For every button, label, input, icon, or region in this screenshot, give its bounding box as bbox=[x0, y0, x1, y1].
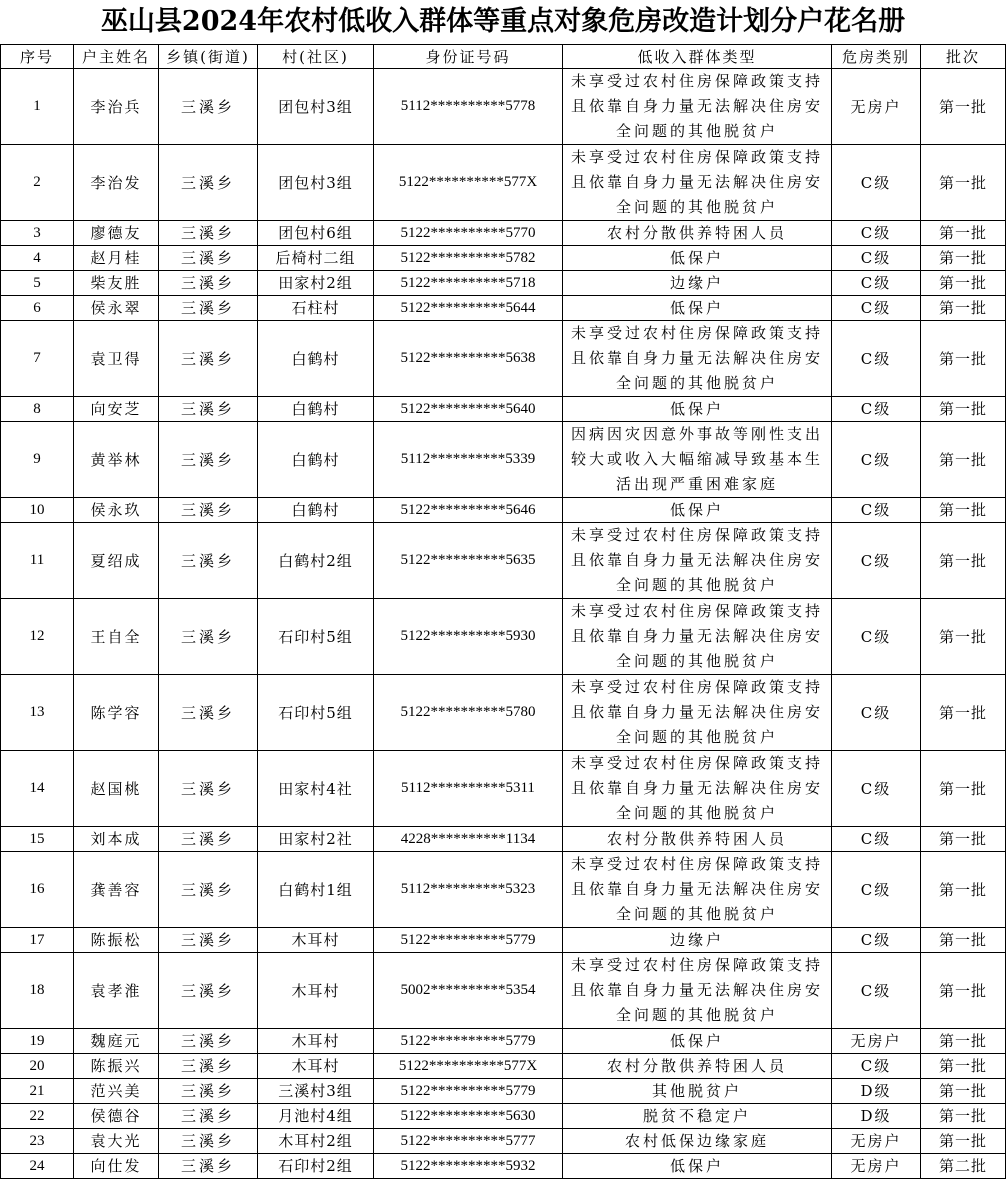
batch-cell: 第一批 bbox=[921, 751, 1006, 827]
header-village: 村(社区) bbox=[258, 45, 374, 69]
table-header-row bbox=[1, 45, 1006, 69]
name-cell: 向安芝 bbox=[74, 397, 159, 422]
name-cell: 赵国桃 bbox=[74, 751, 159, 827]
name-cell: 黄举林 bbox=[74, 422, 159, 498]
group-type-cell: 未享受过农村住房保障政策支持且依靠自身力量无法解决住房安全问题的其他脱贫户 bbox=[563, 599, 832, 675]
batch-cell: 第一批 bbox=[921, 271, 1006, 296]
seq-cell: 8 bbox=[1, 397, 74, 422]
village-cell: 月池村4组 bbox=[258, 1104, 374, 1129]
group-type-cell: 边缘户 bbox=[563, 928, 832, 953]
batch-cell: 第一批 bbox=[921, 397, 1006, 422]
id-number-cell: 5122**********577X bbox=[374, 1054, 563, 1079]
batch-cell: 第一批 bbox=[921, 221, 1006, 246]
table-row bbox=[1, 928, 1006, 953]
house-category-cell: C级 bbox=[832, 827, 921, 852]
group-type-cell: 农村分散供养特困人员 bbox=[563, 827, 832, 852]
town-cell: 三溪乡 bbox=[159, 271, 258, 296]
town-cell: 三溪乡 bbox=[159, 953, 258, 1029]
seq-cell: 20 bbox=[1, 1054, 74, 1079]
name-cell: 廖德友 bbox=[74, 221, 159, 246]
house-category-cell: C级 bbox=[832, 271, 921, 296]
house-category-cell: C级 bbox=[832, 1054, 921, 1079]
village-cell: 石印村2组 bbox=[258, 1154, 374, 1179]
batch-cell: 第一批 bbox=[921, 1054, 1006, 1079]
batch-cell: 第一批 bbox=[921, 1029, 1006, 1054]
batch-cell: 第一批 bbox=[921, 498, 1006, 523]
id-number-cell: 5112**********5778 bbox=[374, 69, 563, 145]
seq-cell: 19 bbox=[1, 1029, 74, 1054]
group-type-cell: 因病因灾因意外事故等刚性支出较大或收入大幅缩减导致基本生活出现严重困难家庭 bbox=[563, 422, 832, 498]
header-seq: 序号 bbox=[1, 45, 74, 69]
house-category-cell: C级 bbox=[832, 246, 921, 271]
house-category-cell: 无房户 bbox=[832, 69, 921, 145]
name-cell: 袁孝淮 bbox=[74, 953, 159, 1029]
group-type-cell: 农村分散供养特困人员 bbox=[563, 1054, 832, 1079]
id-number-cell: 5122**********5779 bbox=[374, 928, 563, 953]
seq-cell: 22 bbox=[1, 1104, 74, 1129]
name-cell: 李治发 bbox=[74, 145, 159, 221]
seq-cell: 14 bbox=[1, 751, 74, 827]
town-cell: 三溪乡 bbox=[159, 69, 258, 145]
id-number-cell: 5122**********5640 bbox=[374, 397, 563, 422]
table-row bbox=[1, 397, 1006, 422]
table-row bbox=[1, 852, 1006, 928]
seq-cell: 2 bbox=[1, 145, 74, 221]
group-type-cell: 农村分散供养特困人员 bbox=[563, 221, 832, 246]
table-row bbox=[1, 296, 1006, 321]
name-cell: 陈振松 bbox=[74, 928, 159, 953]
batch-cell: 第一批 bbox=[921, 145, 1006, 221]
house-category-cell: C级 bbox=[832, 145, 921, 221]
village-cell: 后椅村二组 bbox=[258, 246, 374, 271]
id-number-cell: 5122**********5779 bbox=[374, 1079, 563, 1104]
table-row bbox=[1, 1104, 1006, 1129]
town-cell: 三溪乡 bbox=[159, 751, 258, 827]
village-cell: 田家村2社 bbox=[258, 827, 374, 852]
name-cell: 侯永玖 bbox=[74, 498, 159, 523]
id-number-cell: 5112**********5339 bbox=[374, 422, 563, 498]
village-cell: 木耳村 bbox=[258, 928, 374, 953]
group-type-cell: 未享受过农村住房保障政策支持且依靠自身力量无法解决住房安全问题的其他脱贫户 bbox=[563, 852, 832, 928]
group-type-cell: 未享受过农村住房保障政策支持且依靠自身力量无法解决住房安全问题的其他脱贫户 bbox=[563, 69, 832, 145]
table-row bbox=[1, 321, 1006, 397]
seq-cell: 11 bbox=[1, 523, 74, 599]
table-row bbox=[1, 827, 1006, 852]
house-category-cell: D级 bbox=[832, 1104, 921, 1129]
table-row bbox=[1, 271, 1006, 296]
id-number-cell: 5122**********5780 bbox=[374, 675, 563, 751]
town-cell: 三溪乡 bbox=[159, 1029, 258, 1054]
header-batch: 批次 bbox=[921, 45, 1006, 69]
village-cell: 团包村3组 bbox=[258, 69, 374, 145]
seq-cell: 18 bbox=[1, 953, 74, 1029]
header-name: 户主姓名 bbox=[74, 45, 159, 69]
table-row bbox=[1, 246, 1006, 271]
batch-cell: 第一批 bbox=[921, 69, 1006, 145]
village-cell: 白鹤村 bbox=[258, 498, 374, 523]
house-category-cell: C级 bbox=[832, 852, 921, 928]
group-type-cell: 低保户 bbox=[563, 296, 832, 321]
seq-cell: 7 bbox=[1, 321, 74, 397]
group-type-cell: 其他脱贫户 bbox=[563, 1079, 832, 1104]
name-cell: 夏绍成 bbox=[74, 523, 159, 599]
name-cell: 向仕发 bbox=[74, 1154, 159, 1179]
village-cell: 三溪村3组 bbox=[258, 1079, 374, 1104]
village-cell: 木耳村 bbox=[258, 953, 374, 1029]
id-number-cell: 5122**********5930 bbox=[374, 599, 563, 675]
group-type-cell: 脱贫不稳定户 bbox=[563, 1104, 832, 1129]
seq-cell: 21 bbox=[1, 1079, 74, 1104]
town-cell: 三溪乡 bbox=[159, 397, 258, 422]
village-cell: 木耳村 bbox=[258, 1054, 374, 1079]
batch-cell: 第一批 bbox=[921, 296, 1006, 321]
document-title: 巫山县2024年农村低收入群体等重点对象危房改造计划分户花名册 bbox=[100, 6, 906, 37]
batch-cell: 第一批 bbox=[921, 321, 1006, 397]
batch-cell: 第一批 bbox=[921, 1079, 1006, 1104]
town-cell: 三溪乡 bbox=[159, 827, 258, 852]
name-cell: 李治兵 bbox=[74, 69, 159, 145]
town-cell: 三溪乡 bbox=[159, 1079, 258, 1104]
name-cell: 袁大光 bbox=[74, 1129, 159, 1154]
group-type-cell: 农村低保边缘家庭 bbox=[563, 1129, 832, 1154]
batch-cell: 第一批 bbox=[921, 523, 1006, 599]
batch-cell: 第一批 bbox=[921, 827, 1006, 852]
seq-cell: 9 bbox=[1, 422, 74, 498]
town-cell: 三溪乡 bbox=[159, 852, 258, 928]
group-type-cell: 边缘户 bbox=[563, 271, 832, 296]
header-group-type: 低收入群体类型 bbox=[563, 45, 832, 69]
table-row bbox=[1, 675, 1006, 751]
house-category-cell: C级 bbox=[832, 221, 921, 246]
id-number-cell: 5122**********5718 bbox=[374, 271, 563, 296]
group-type-cell: 低保户 bbox=[563, 498, 832, 523]
village-cell: 白鹤村 bbox=[258, 397, 374, 422]
name-cell: 王自全 bbox=[74, 599, 159, 675]
group-type-cell: 低保户 bbox=[563, 246, 832, 271]
table-row bbox=[1, 1054, 1006, 1079]
id-number-cell: 5122**********5777 bbox=[374, 1129, 563, 1154]
seq-cell: 4 bbox=[1, 246, 74, 271]
town-cell: 三溪乡 bbox=[159, 1154, 258, 1179]
table-row bbox=[1, 221, 1006, 246]
village-cell: 白鹤村 bbox=[258, 321, 374, 397]
batch-cell: 第一批 bbox=[921, 422, 1006, 498]
group-type-cell: 低保户 bbox=[563, 1154, 832, 1179]
batch-cell: 第一批 bbox=[921, 852, 1006, 928]
seq-cell: 23 bbox=[1, 1129, 74, 1154]
table-row bbox=[1, 145, 1006, 221]
id-number-cell: 5122**********5770 bbox=[374, 221, 563, 246]
header-house-category: 危房类别 bbox=[832, 45, 921, 69]
town-cell: 三溪乡 bbox=[159, 246, 258, 271]
name-cell: 赵月桂 bbox=[74, 246, 159, 271]
seq-cell: 6 bbox=[1, 296, 74, 321]
village-cell: 白鹤村2组 bbox=[258, 523, 374, 599]
table-row bbox=[1, 1079, 1006, 1104]
table-row bbox=[1, 953, 1006, 1029]
town-cell: 三溪乡 bbox=[159, 1104, 258, 1129]
village-cell: 木耳村 bbox=[258, 1029, 374, 1054]
table-row bbox=[1, 1129, 1006, 1154]
seq-cell: 5 bbox=[1, 271, 74, 296]
house-category-cell: C级 bbox=[832, 321, 921, 397]
seq-cell: 10 bbox=[1, 498, 74, 523]
id-number-cell: 5122**********5630 bbox=[374, 1104, 563, 1129]
id-number-cell: 5122**********577X bbox=[374, 145, 563, 221]
table-row bbox=[1, 422, 1006, 498]
table-row bbox=[1, 498, 1006, 523]
house-category-cell: C级 bbox=[832, 751, 921, 827]
seq-cell: 12 bbox=[1, 599, 74, 675]
town-cell: 三溪乡 bbox=[159, 1129, 258, 1154]
village-cell: 石印村5组 bbox=[258, 599, 374, 675]
group-type-cell: 未享受过农村住房保障政策支持且依靠自身力量无法解决住房安全问题的其他脱贫户 bbox=[563, 523, 832, 599]
town-cell: 三溪乡 bbox=[159, 1054, 258, 1079]
town-cell: 三溪乡 bbox=[159, 599, 258, 675]
village-cell: 田家村2组 bbox=[258, 271, 374, 296]
town-cell: 三溪乡 bbox=[159, 498, 258, 523]
table-row bbox=[1, 751, 1006, 827]
house-category-cell: 无房户 bbox=[832, 1129, 921, 1154]
seq-cell: 1 bbox=[1, 69, 74, 145]
table-body bbox=[1, 69, 1006, 1179]
id-number-cell: 5002**********5354 bbox=[374, 953, 563, 1029]
batch-cell: 第一批 bbox=[921, 1129, 1006, 1154]
house-category-cell: C级 bbox=[832, 675, 921, 751]
batch-cell: 第一批 bbox=[921, 928, 1006, 953]
batch-cell: 第一批 bbox=[921, 599, 1006, 675]
id-number-cell: 5122**********5644 bbox=[374, 296, 563, 321]
town-cell: 三溪乡 bbox=[159, 321, 258, 397]
name-cell: 侯德谷 bbox=[74, 1104, 159, 1129]
batch-cell: 第一批 bbox=[921, 246, 1006, 271]
table-row bbox=[1, 599, 1006, 675]
town-cell: 三溪乡 bbox=[159, 675, 258, 751]
id-number-cell: 4228**********1134 bbox=[374, 827, 563, 852]
town-cell: 三溪乡 bbox=[159, 145, 258, 221]
seq-cell: 17 bbox=[1, 928, 74, 953]
house-category-cell: 无房户 bbox=[832, 1029, 921, 1054]
header-town: 乡镇(街道) bbox=[159, 45, 258, 69]
village-cell: 白鹤村 bbox=[258, 422, 374, 498]
village-cell: 白鹤村1组 bbox=[258, 852, 374, 928]
group-type-cell: 未享受过农村住房保障政策支持且依靠自身力量无法解决住房安全问题的其他脱贫户 bbox=[563, 953, 832, 1029]
name-cell: 袁卫得 bbox=[74, 321, 159, 397]
seq-cell: 3 bbox=[1, 221, 74, 246]
id-number-cell: 5122**********5638 bbox=[374, 321, 563, 397]
town-cell: 三溪乡 bbox=[159, 221, 258, 246]
village-cell: 木耳村2组 bbox=[258, 1129, 374, 1154]
id-number-cell: 5122**********5779 bbox=[374, 1029, 563, 1054]
name-cell: 范兴美 bbox=[74, 1079, 159, 1104]
table-row bbox=[1, 1029, 1006, 1054]
group-type-cell: 未享受过农村住房保障政策支持且依靠自身力量无法解决住房安全问题的其他脱贫户 bbox=[563, 751, 832, 827]
id-number-cell: 5122**********5635 bbox=[374, 523, 563, 599]
name-cell: 龚善容 bbox=[74, 852, 159, 928]
village-cell: 石印村5组 bbox=[258, 675, 374, 751]
house-category-cell: 无房户 bbox=[832, 1154, 921, 1179]
table-row bbox=[1, 523, 1006, 599]
village-cell: 团包村3组 bbox=[258, 145, 374, 221]
seq-cell: 15 bbox=[1, 827, 74, 852]
name-cell: 柴友胜 bbox=[74, 271, 159, 296]
seq-cell: 16 bbox=[1, 852, 74, 928]
town-cell: 三溪乡 bbox=[159, 523, 258, 599]
roster-table bbox=[0, 44, 1006, 1179]
house-category-cell: C级 bbox=[832, 523, 921, 599]
id-number-cell: 5122**********5782 bbox=[374, 246, 563, 271]
id-number-cell: 5112**********5323 bbox=[374, 852, 563, 928]
group-type-cell: 低保户 bbox=[563, 397, 832, 422]
house-category-cell: C级 bbox=[832, 953, 921, 1029]
town-cell: 三溪乡 bbox=[159, 422, 258, 498]
header-id-number: 身份证号码 bbox=[374, 45, 563, 69]
group-type-cell: 未享受过农村住房保障政策支持且依靠自身力量无法解决住房安全问题的其他脱贫户 bbox=[563, 145, 832, 221]
seq-cell: 24 bbox=[1, 1154, 74, 1179]
id-number-cell: 5122**********5646 bbox=[374, 498, 563, 523]
group-type-cell: 低保户 bbox=[563, 1029, 832, 1054]
name-cell: 陈学容 bbox=[74, 675, 159, 751]
group-type-cell: 未享受过农村住房保障政策支持且依靠自身力量无法解决住房安全问题的其他脱贫户 bbox=[563, 675, 832, 751]
name-cell: 刘本成 bbox=[74, 827, 159, 852]
batch-cell: 第一批 bbox=[921, 1104, 1006, 1129]
seq-cell: 13 bbox=[1, 675, 74, 751]
id-number-cell: 5112**********5311 bbox=[374, 751, 563, 827]
house-category-cell: C级 bbox=[832, 296, 921, 321]
town-cell: 三溪乡 bbox=[159, 296, 258, 321]
house-category-cell: C级 bbox=[832, 498, 921, 523]
group-type-cell: 未享受过农村住房保障政策支持且依靠自身力量无法解决住房安全问题的其他脱贫户 bbox=[563, 321, 832, 397]
house-category-cell: C级 bbox=[832, 928, 921, 953]
village-cell: 田家村4社 bbox=[258, 751, 374, 827]
house-category-cell: D级 bbox=[832, 1079, 921, 1104]
table-row bbox=[1, 1154, 1006, 1179]
house-category-cell: C级 bbox=[832, 422, 921, 498]
name-cell: 侯永翠 bbox=[74, 296, 159, 321]
batch-cell: 第二批 bbox=[921, 1154, 1006, 1179]
id-number-cell: 5122**********5932 bbox=[374, 1154, 563, 1179]
batch-cell: 第一批 bbox=[921, 675, 1006, 751]
town-cell: 三溪乡 bbox=[159, 928, 258, 953]
house-category-cell: C级 bbox=[832, 599, 921, 675]
village-cell: 团包村6组 bbox=[258, 221, 374, 246]
village-cell: 石柱村 bbox=[258, 296, 374, 321]
name-cell: 陈振兴 bbox=[74, 1054, 159, 1079]
batch-cell: 第一批 bbox=[921, 953, 1006, 1029]
table-row bbox=[1, 69, 1006, 145]
house-category-cell: C级 bbox=[832, 397, 921, 422]
name-cell: 魏庭元 bbox=[74, 1029, 159, 1054]
